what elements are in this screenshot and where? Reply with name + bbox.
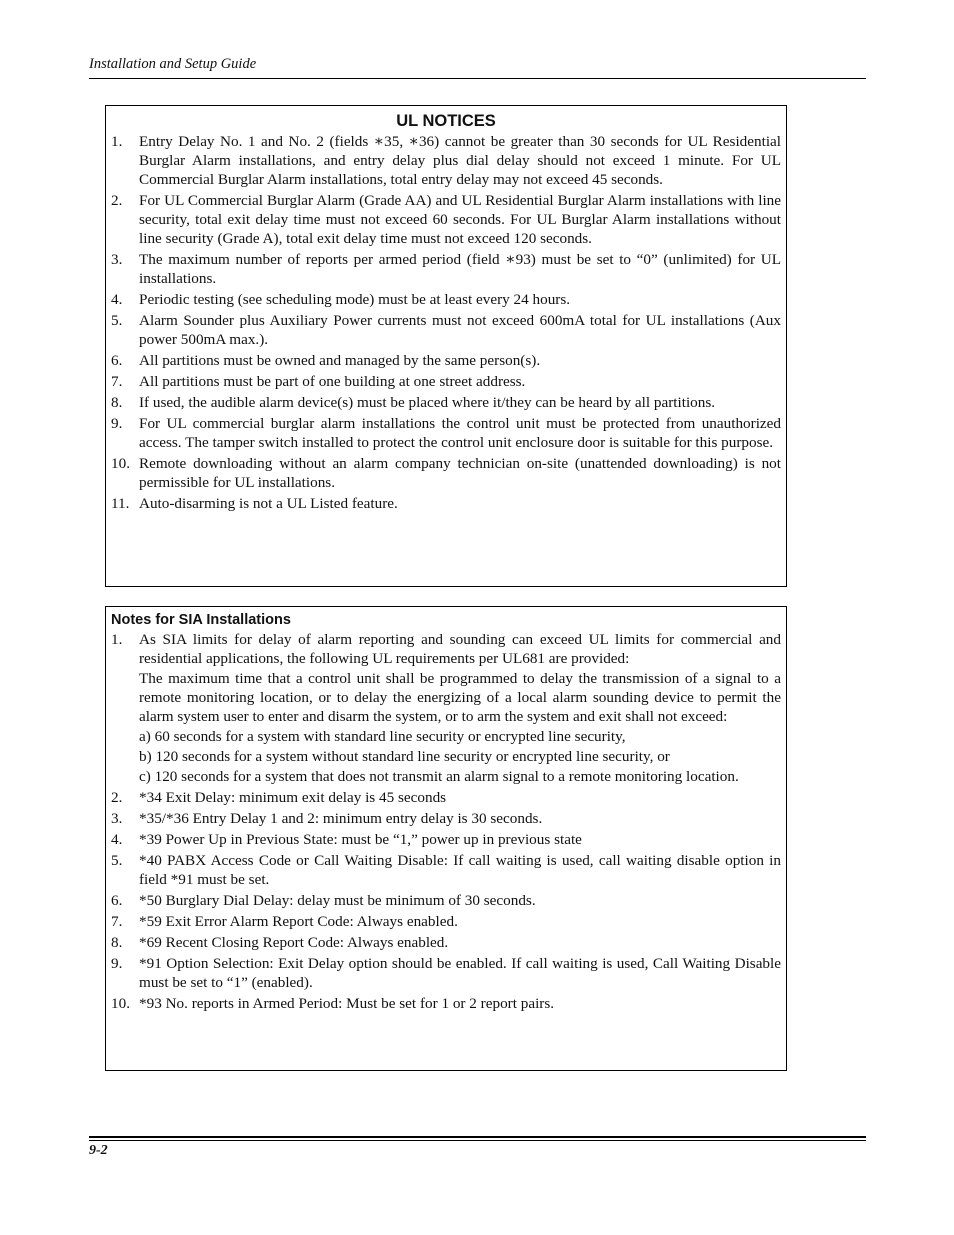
- item-subpoint-b: b) 120 seconds for a system without standard line security or encrypted line security, or: [139, 748, 670, 765]
- item-number: 3.: [111, 251, 123, 268]
- item-number: 8.: [111, 934, 123, 951]
- item-number: 10.: [111, 995, 130, 1012]
- item-number: 9.: [111, 415, 123, 432]
- item-number: 1.: [111, 631, 123, 648]
- item-text: Remote downloading without an alarm company technician on-site (unattended downloading) is not permissible for UL installations.: [139, 455, 781, 491]
- item-text: For UL Commercial Burglar Alarm (Grade AA) and UL Residential Burglar Alarm installations with line security, total exit delay time must not exceed 60 seconds. For UL Burglar Alarm installations without line security (Grade A), total exit delay time must not exceed 120 seconds.: [139, 192, 781, 247]
- item-text: *39 Power Up in Previous State: must be “1,” power up in previous state: [139, 831, 582, 848]
- item-number: 9.: [111, 955, 123, 972]
- item-text: *93 No. reports in Armed Period: Must be set for 1 or 2 report pairs.: [139, 995, 555, 1012]
- list-item: [111, 494, 781, 513]
- footer-rule: [89, 1140, 866, 1141]
- ul-notices-list: [111, 132, 781, 513]
- item-text: All partitions must be owned and managed by the same person(s).: [139, 352, 541, 369]
- item-text: *69 Recent Closing Report Code: Always enabled.: [139, 934, 449, 951]
- item-number: 5.: [111, 312, 123, 329]
- sia-notes-list: [111, 630, 781, 1013]
- list-item: [111, 891, 781, 910]
- item-number: 2.: [111, 789, 123, 806]
- item-text: *34 Exit Delay: minimum exit delay is 45 seconds: [139, 789, 447, 806]
- item-number: 11.: [111, 495, 130, 512]
- item-number: 6.: [111, 892, 123, 909]
- list-item: [111, 912, 781, 931]
- item-text: Entry Delay No. 1 and No. 2 (fields ∗35, ∗36) cannot be greater than 30 seconds for UL Residential Burglar Alarm installations, and entry delay plus dial delay should not exceed 1 minute. For UL Commercial Burglar Alarm installations, total entry delay may not exceed 45 seconds.: [139, 133, 781, 188]
- list-item: [111, 414, 781, 452]
- item-number: 7.: [111, 913, 123, 930]
- footer-rule: [89, 1136, 866, 1138]
- item-number: 2.: [111, 192, 123, 209]
- item-text: For UL commercial burglar alarm installations the control unit must be protected from unauthorized access. The tamper switch installed to protect the control unit enclosure door is suitable for this purpose.: [139, 415, 781, 451]
- item-number: 4.: [111, 831, 123, 848]
- list-item: [111, 994, 781, 1013]
- item-subpoint-c: c) 120 seconds for a system that does not transmit an alarm signal to a remote monitoring location.: [139, 768, 739, 785]
- sia-notes-box: [105, 606, 787, 1071]
- item-text: *35/*36 Entry Delay 1 and 2: minimum entry delay is 30 seconds.: [139, 810, 543, 827]
- item-text: The maximum number of reports per armed period (field ∗93) must be set to “0” (unlimited) for UL installations.: [139, 251, 781, 287]
- header-rule: [89, 78, 866, 79]
- item-number: 4.: [111, 291, 123, 308]
- item-text: The maximum time that a control unit shall be programmed to delay the transmission of a signal to a remote monitoring location, or to delay the energizing of a local alarm sounding device to permit the alarm system user to enter and disarm the system, or to arm the system and exit shall not exceed:: [139, 670, 781, 725]
- item-subpoint-a: a) 60 seconds for a system with standard line security or encrypted line security,: [139, 728, 626, 745]
- item-text: Auto-disarming is not a UL Listed feature.: [139, 495, 398, 512]
- item-text: As SIA limits for delay of alarm reporting and sounding can exceed UL limits for commercial and residential applications, the following UL requirements per UL681 are provided:: [139, 631, 781, 667]
- list-item: [111, 809, 781, 828]
- item-text: Periodic testing (see scheduling mode) must be at least every 24 hours.: [139, 291, 571, 308]
- item-text: *40 PABX Access Code or Call Waiting Disable: If call waiting is used, call waiting disable option in field *91 must be set.: [139, 852, 781, 888]
- list-item: [111, 393, 781, 412]
- list-item: [111, 630, 781, 786]
- list-item: [111, 351, 781, 370]
- list-item: [111, 933, 781, 952]
- item-text: *59 Exit Error Alarm Report Code: Always enabled.: [139, 913, 458, 930]
- item-number: 5.: [111, 852, 123, 869]
- item-text: All partitions must be part of one building at one street address.: [139, 373, 526, 390]
- ul-notices-box: [105, 105, 787, 587]
- item-text: If used, the audible alarm device(s) must be placed where it/they can be heard by all partitions.: [139, 394, 716, 411]
- item-text: Alarm Sounder plus Auxiliary Power currents must not exceed 600mA total for UL installations (Aux power 500mA max.).: [139, 312, 781, 348]
- running-header: Installation and Setup Guide: [89, 56, 257, 72]
- item-text: *91 Option Selection: Exit Delay option should be enabled. If call waiting is used, Call Waiting Disable must be set to “1” (enabled).: [139, 955, 781, 991]
- item-number: 1.: [111, 133, 123, 150]
- list-item: [111, 250, 781, 288]
- list-item: [111, 830, 781, 849]
- item-number: 8.: [111, 394, 123, 411]
- list-item: [111, 454, 781, 492]
- item-number: 7.: [111, 373, 123, 390]
- item-number: 10.: [111, 455, 130, 472]
- item-number: 6.: [111, 352, 123, 369]
- list-item: [111, 290, 781, 309]
- list-item: [111, 851, 781, 889]
- item-number: 3.: [111, 810, 123, 827]
- list-item: [111, 788, 781, 807]
- list-item: [111, 954, 781, 992]
- list-item: [111, 311, 781, 349]
- list-item: [111, 372, 781, 391]
- ul-notices-title: UL NOTICES: [396, 112, 496, 130]
- sia-notes-title: Notes for SIA Installations: [111, 612, 291, 628]
- page-number: 9-2: [89, 1143, 108, 1158]
- item-text: *50 Burglary Dial Delay: delay must be minimum of 30 seconds.: [139, 892, 536, 909]
- list-item: [111, 191, 781, 248]
- list-item: [111, 132, 781, 189]
